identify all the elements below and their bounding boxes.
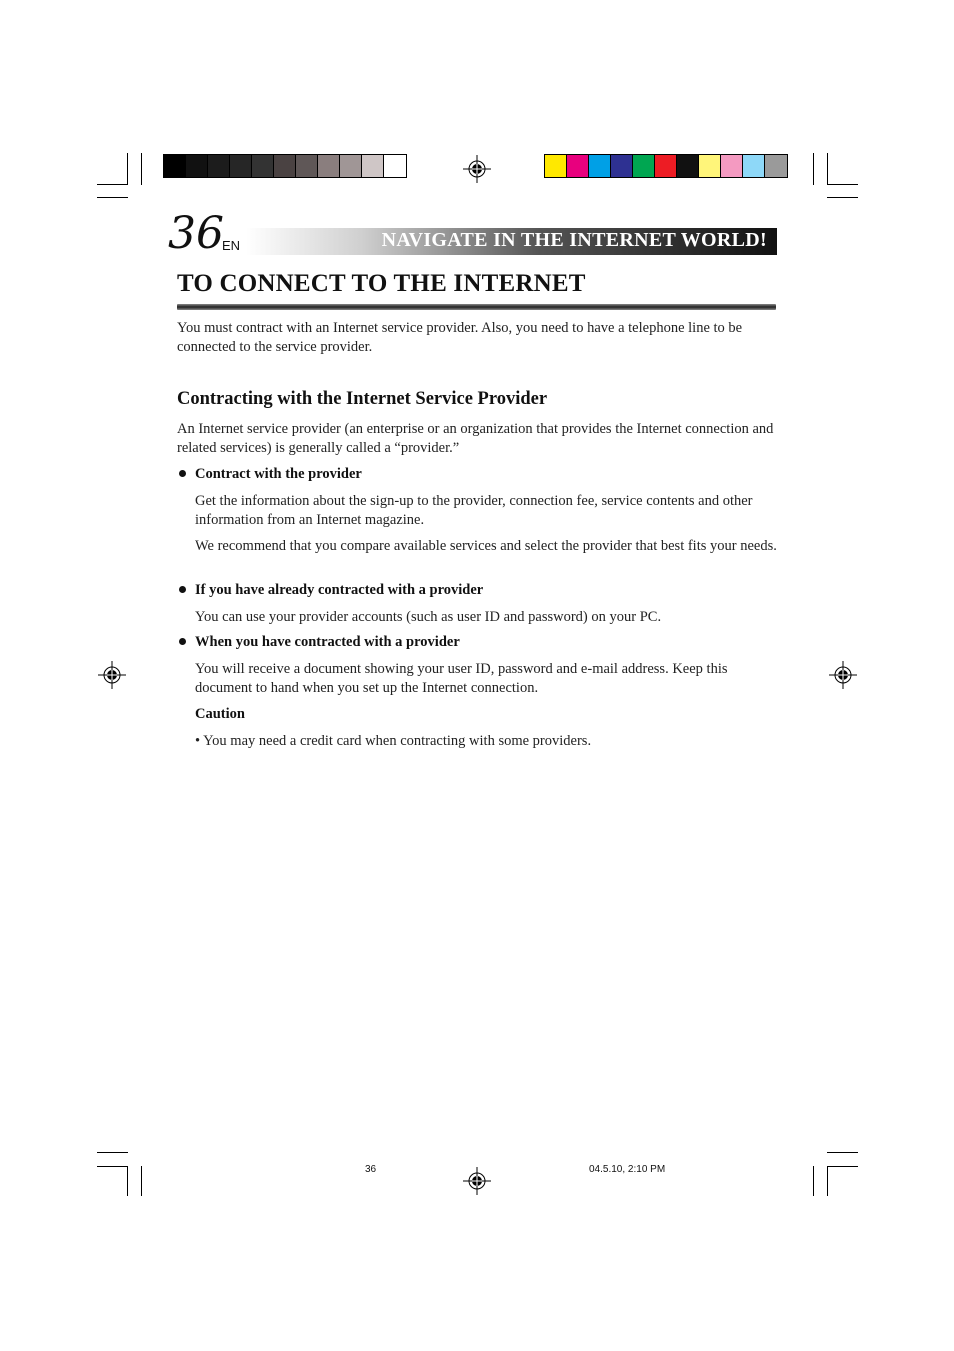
crop-mark <box>827 1166 858 1167</box>
color-swatch <box>655 155 677 177</box>
color-swatch <box>252 155 274 177</box>
bullet-icon <box>179 470 186 477</box>
item-paragraph: You will receive a document showing your user ID, password and e-mail address. Keep this document to hand when you set up the Internet connection. <box>195 661 728 696</box>
crop-mark <box>97 1166 128 1167</box>
subsection-heading: Contracting with the Internet Service Provider <box>177 389 548 409</box>
color-swatch <box>208 155 230 177</box>
crop-mark <box>827 184 858 185</box>
crop-mark <box>141 1166 142 1196</box>
page-language-suffix: EN <box>222 238 241 253</box>
color-swatch <box>318 155 340 177</box>
color-swatch <box>186 155 208 177</box>
color-swatch <box>743 155 765 177</box>
page-number: 36 <box>168 208 224 259</box>
item-heading: Contract with the provider <box>195 466 362 482</box>
section-banner <box>246 228 777 255</box>
color-swatch <box>677 155 699 177</box>
title-divider <box>177 304 776 310</box>
color-swatch <box>567 155 589 177</box>
item-heading: When you have contracted with a provider <box>195 634 460 650</box>
color-swatch <box>589 155 611 177</box>
crop-mark <box>97 1152 128 1153</box>
crop-mark <box>827 1152 858 1153</box>
color-swatch <box>699 155 721 177</box>
subsection-intro: An Internet service provider (an enterprise or an organization that provides the Internet connection and related services) is generally called a “provider.” <box>177 421 774 456</box>
crop-mark <box>827 197 858 198</box>
bullet-icon <box>179 638 186 645</box>
crop-mark <box>127 153 128 185</box>
footer-timestamp: 04.5.10, 2:10 PM <box>589 1164 666 1175</box>
color-swatch <box>164 155 186 177</box>
color-swatch <box>362 155 384 177</box>
caution-label: Caution <box>195 706 245 722</box>
process-color-bar <box>544 154 788 178</box>
crop-mark <box>141 153 142 185</box>
crop-mark <box>813 1166 814 1196</box>
color-swatch <box>611 155 633 177</box>
crop-mark <box>97 197 128 198</box>
color-swatch <box>296 155 318 177</box>
color-swatch <box>340 155 362 177</box>
registration-mark-icon <box>463 1167 491 1195</box>
color-swatch <box>230 155 252 177</box>
registration-mark-icon <box>829 661 857 689</box>
bullet-icon <box>179 586 186 593</box>
item-paragraph: Get the information about the sign-up to the provider, connection fee, service contents and other information from an Internet magazine. <box>195 493 753 528</box>
registration-mark-icon <box>98 661 126 689</box>
crop-mark <box>97 184 128 185</box>
color-swatch <box>274 155 296 177</box>
intro-paragraph: You must contract with an Internet service provider. Also, you need to have a telephone line to be connected to the service provider. <box>177 320 743 355</box>
crop-mark <box>127 1166 128 1196</box>
color-swatch <box>384 155 406 177</box>
banner-title: NAVIGATE IN THE INTERNET WORLD! <box>381 229 767 251</box>
color-swatch <box>765 155 787 177</box>
caution-text: • You may need a credit card when contracting with some providers. <box>195 733 592 749</box>
registration-mark-icon <box>463 155 491 183</box>
grayscale-color-bar <box>163 154 407 178</box>
footer-page-number: 36 <box>365 1164 377 1175</box>
item-paragraph: We recommend that you compare available services and select the provider that best fits your needs. <box>195 538 777 554</box>
item-paragraph: You can use your provider accounts (such as user ID and password) on your PC. <box>195 609 662 625</box>
crop-mark <box>827 1166 828 1196</box>
crop-mark <box>827 153 828 185</box>
color-swatch <box>545 155 567 177</box>
item-heading: If you have already contracted with a provider <box>195 582 484 598</box>
color-swatch <box>633 155 655 177</box>
page-title: TO CONNECT TO THE INTERNET <box>177 270 586 297</box>
color-swatch <box>721 155 743 177</box>
crop-mark <box>813 153 814 185</box>
